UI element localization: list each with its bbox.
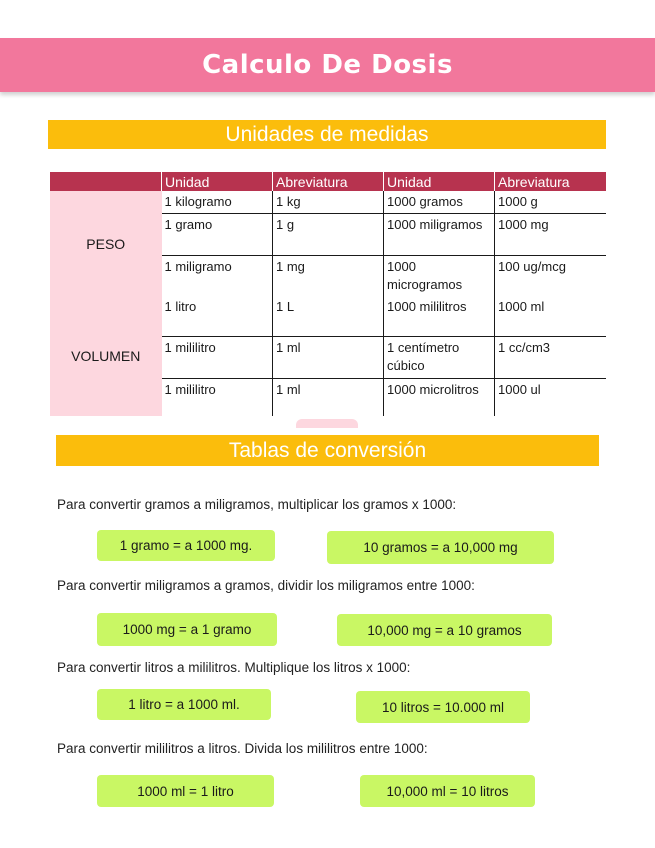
table-cell: 1 litro — [162, 296, 273, 336]
table-cell: 1000 miligramos — [384, 214, 495, 256]
table-cell: 1 kg — [273, 191, 384, 214]
conversion-example: 10 litros = 10.000 ml — [356, 691, 530, 723]
conversion-example: 1 litro = a 1000 ml. — [97, 689, 271, 720]
page-title: Calculo De Dosis — [202, 50, 453, 80]
table-cell: 1000 microlitros — [384, 378, 495, 416]
table-header-abbreviation: Abreviatura — [273, 172, 384, 191]
table-cell: 1 mililitro — [162, 336, 273, 378]
table-cell: 1000 gramos — [384, 191, 495, 214]
conversion-instruction: Para convertir miligramos a gramos, dividir los miligramos entre 1000: — [57, 578, 475, 593]
decorative-tab — [296, 419, 358, 428]
table-row — [50, 191, 606, 214]
table-header-abbreviation: Abreviatura — [495, 172, 607, 191]
conversion-instruction: Para convertir litros a mililitros. Multiplique los litros x 1000: — [57, 660, 411, 675]
table-cell: 1 ml — [273, 378, 384, 416]
table-cell: 1000 mg — [495, 214, 607, 256]
table-header-row — [50, 172, 606, 191]
table-cell: 1 kilogramo — [162, 191, 273, 214]
conversion-example: 10,000 ml = 10 litros — [360, 775, 535, 807]
conversion-example: 1000 mg = a 1 gramo — [97, 613, 277, 646]
conversion-instruction: Para convertir mililitros a litros. Divida los mililitros entre 1000: — [57, 741, 428, 756]
table-cell: 1 g — [273, 214, 384, 256]
units-table — [50, 172, 606, 416]
table-cell: 1 centímetro cúbico — [384, 336, 495, 378]
table-header-empty — [50, 172, 162, 191]
table-cell: 1000 microgramos — [384, 256, 495, 297]
conversion-example: 1 gramo = a 1000 mg. — [97, 530, 275, 561]
conversion-instruction: Para convertir gramos a miligramos, multiplicar los gramos x 1000: — [57, 497, 457, 512]
conversion-example: 10 gramos = a 10,000 mg — [327, 531, 554, 564]
table-row — [50, 296, 606, 336]
table-cell: 1 L — [273, 296, 384, 336]
title-bar — [0, 38, 655, 92]
conversion-section-heading: Tablas de conversión — [56, 435, 599, 466]
table-cell: 1 mg — [273, 256, 384, 297]
units-section-heading: Unidades de medidas — [48, 120, 606, 149]
conversion-example: 10,000 mg = a 10 gramos — [337, 614, 552, 646]
table-cell: 1 cc/cm3 — [495, 336, 607, 378]
conversion-example: 1000 ml = 1 litro — [97, 775, 274, 807]
category-volume: VOLUMEN — [50, 296, 162, 416]
table-header-unit: Unidad — [384, 172, 495, 191]
table-cell: 1 miligramo — [162, 256, 273, 297]
category-weight: PESO — [50, 191, 162, 296]
table-cell: 1000 g — [495, 191, 607, 214]
table-cell: 1000 ul — [498, 381, 541, 397]
table-cell: 1 mililitro — [162, 378, 273, 416]
table-cell: 100 ug/mcg — [498, 259, 566, 274]
table-cell: 1000 ml — [495, 296, 607, 336]
table-cell: 1000 mililitros — [384, 296, 495, 336]
table-header-unit: Unidad — [162, 172, 273, 191]
table-cell: 1 ml — [273, 336, 384, 378]
table-cell: 1 gramo — [162, 214, 273, 256]
